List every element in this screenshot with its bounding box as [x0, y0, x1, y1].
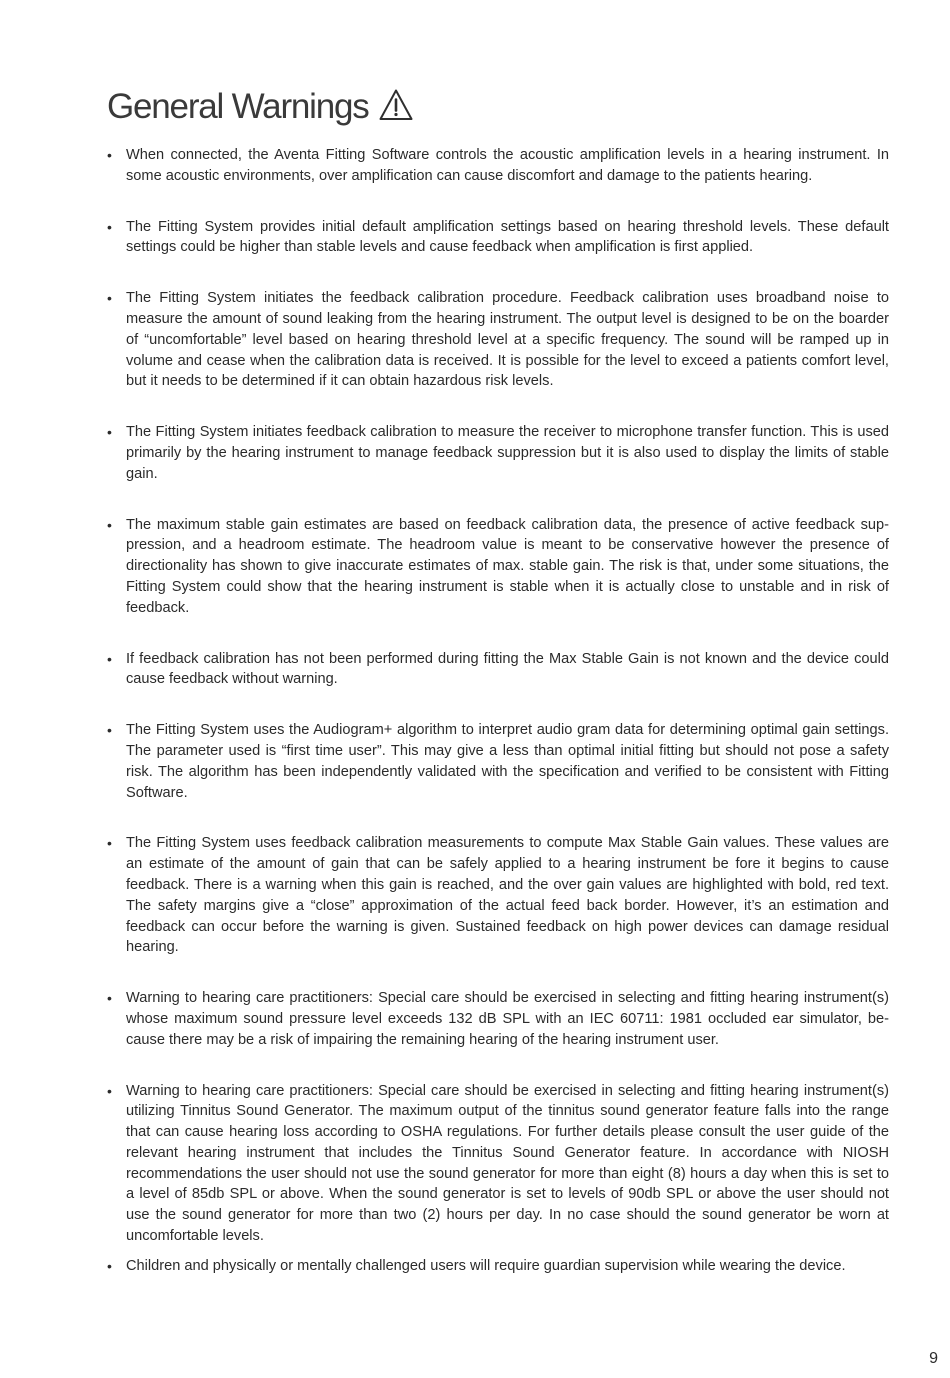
list-item [107, 515, 889, 619]
page-title: General Warnings [107, 87, 369, 126]
list-item [107, 288, 889, 392]
page-number: 9 [929, 1350, 938, 1367]
warning-text: The maximum stable gain estimates are based on feedback calibration data, the presence of active feedback suppression, and a headroom estimate. The headroom value is meant to be conservative however the presence of directionality has shown to give inaccurate estimates of max. stable gain. The risk is that, under some situations, the Fitting System could show that the hearing instrument is stable when it is actually close to unstable and in risk of feedback. [126, 516, 889, 616]
warning-text: When connected, the Aventa Fitting Software controls the acoustic amplification levels in a hearing instrument. In some acoustic environments, over amplification can cause discomfort and damage to the patients hearing. [126, 147, 889, 184]
bullet: • [107, 516, 112, 533]
warning-triangle-icon [378, 88, 414, 122]
bullet: • [107, 147, 112, 163]
warning-text: The Fitting System provides initial default amplification settings based on hearing threshold levels. These default settings could be higher than stable levels and cause feedback when amplification is first applied. [126, 218, 889, 256]
list-item [107, 145, 889, 187]
bullet: • [107, 1257, 112, 1274]
warning-text: If feedback calibration has not been performed during fitting the Max Stable Gain is not known and the device could cause feedback without warning. [126, 650, 889, 688]
list-item [107, 720, 889, 803]
warnings-list [107, 145, 889, 1307]
warning-text: The Fitting System initiates the feedback calibration procedure. Feedback calibration uses broadband noise to measure the amount of sound leaking from the hearing instrument. The output level is designed to be on the boarder of “uncomfortable” level based on hearing threshold level at a specific frequency. The sound will be ramped up in volume and cease when the calibration data is received. It is possible for the level to exceed a patients comfort level, but it needs to be determined if it can obtain hazardous risk levels. [126, 290, 889, 390]
list-item [107, 1256, 889, 1277]
bullet: • [107, 424, 112, 441]
list-item [107, 1081, 889, 1247]
bullet: • [107, 1082, 112, 1099]
warning-text: The Fitting System initiates feedback calibration to measure the receiver to microphone transfer function. This is used primarily by the hearing instrument to manage feedback suppression but it is also used to display the limits of stable gain. [126, 424, 889, 482]
warning-text: Warning to hearing care practitioners: Special care should be exercised in selecting and fitting hearing instrument(s) whose maximum sound pressure level exceeds 132 dB SPL with an IEC 60711: 1981 occluded ear simulator, because there may be a risk of impairing the remaining hearing of the hearing instrument user. [126, 990, 889, 1048]
warning-text: The Fitting System uses feedback calibration measurements to compute Max Stable Gain values. These values are an estimate of the amount of gain that can be safely applied to a hearing instrument be fore it begins to cause feedback. There is a warning when this gain is reached, and the over gain values are highlighted with bold, red text. The safety margins give a “close” approximation of the actual feed back border. However, it’s an estimation and feedback can occur before the warning is given. Sustained feedback on high power devices can damage residual hearing. [126, 835, 889, 956]
warning-text: Warning to hearing care practitioners: Special care should be exercised in selecting and fitting hearing instrument(s) utilizing Tinnitus Sound Generator. The maximum output of the tinnitus sound generator feature falls into the range that can cause hearing loss according to OSHA regulations. For further details please consult the user guide of the relevant hearing instrument that includes the Tinnitus Sound Generator feature. In accordance with NIOSH recommendations the user should not use the sound generator for more than eight (8) hours a day when this is set to a level of 85db SPL or above. When the sound generator is set to levels of 90db SPL or above the user should not use the sound generator for more than two (2) hours per day. In no case should the sound generator be worn at uncomfortable levels. [126, 1082, 889, 1245]
bullet: • [107, 290, 112, 307]
warning-text: The Fitting System uses the Audiogram+ algorithm to interpret audio gram data for determining optimal gain settings. The parameter used is “first time user”. This may give a less than optimal initial fitting but should not pose a safety risk. The algorithm has been independently validated with the specification and verified to be consistent with Fitting Software. [126, 722, 889, 801]
bullet: • [107, 990, 112, 1007]
bullet: • [107, 650, 112, 667]
bullet: • [107, 218, 112, 235]
bullet: • [107, 835, 112, 852]
list-item [107, 422, 889, 484]
page-header [107, 84, 414, 130]
list-item [107, 988, 889, 1050]
list-item [107, 217, 889, 259]
list-item [107, 833, 889, 958]
bullet: • [107, 722, 112, 739]
warning-text: Children and physically or mentally challenged users will require guardian supervision while wearing the device. [126, 1257, 846, 1274]
list-item [107, 649, 889, 691]
